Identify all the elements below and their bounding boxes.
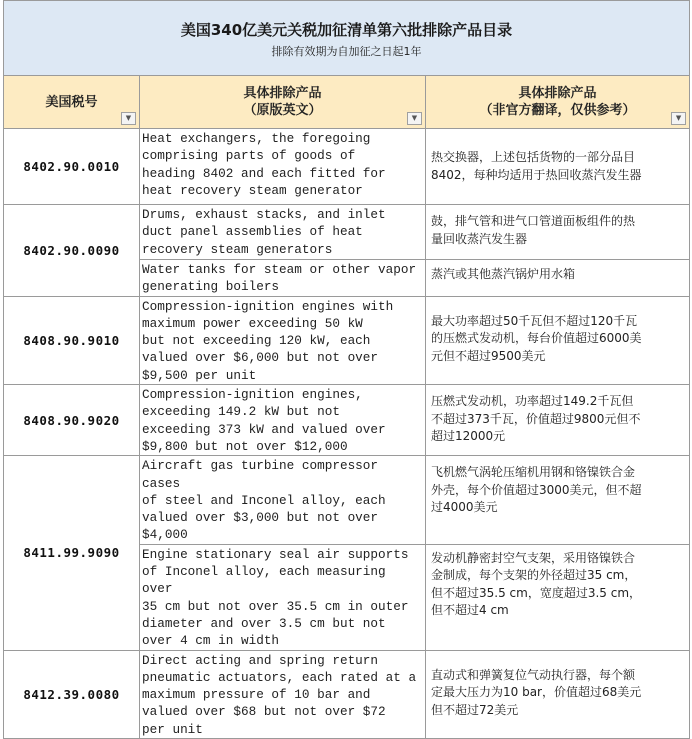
desc-line: 35 cm but not over 35.5 cm in outer	[142, 598, 409, 614]
desc-line: 压燃式发动机，功率超过149.2千瓦但	[431, 394, 634, 409]
english-desc-cell[interactable]	[140, 129, 426, 205]
exclusion-table	[3, 0, 690, 739]
chinese-desc-cell[interactable]	[426, 544, 690, 650]
desc-line: 鼓，排气管和进气口管道面板组件的热	[431, 214, 636, 228]
desc-line: valued over $68 but not over $72	[142, 704, 386, 720]
desc-line: 不超过373千瓦，价值超过9800元但不	[431, 411, 641, 426]
tariff-code-cell[interactable]: 8412.39.0080	[4, 650, 140, 738]
desc-line: Drums, exhaust stacks, and inlet	[142, 207, 386, 222]
english-desc-cell[interactable]	[140, 260, 426, 297]
desc-line: 超过12000元	[431, 429, 506, 444]
header-english	[140, 76, 426, 129]
table-row	[4, 296, 690, 384]
chinese-desc-cell[interactable]	[426, 385, 690, 456]
desc-line: Compression-ignition engines,	[142, 387, 363, 403]
filter-dropdown-icon[interactable]: ▼	[407, 112, 422, 125]
chinese-desc-cell[interactable]	[426, 260, 690, 297]
english-desc-cell[interactable]	[140, 205, 426, 260]
desc-line: Aircraft gas turbine compressor cases	[142, 458, 379, 491]
table-row	[4, 205, 690, 260]
desc-line: of Inconel alloy, each measuring over	[142, 564, 386, 597]
desc-line: 的压燃式发动机，每台价值超过6000美	[431, 331, 642, 346]
desc-line: per unit	[142, 721, 203, 737]
header-label: （原版英文）	[243, 103, 322, 118]
desc-line: 直动式和弹簧复位气动执行器，每个额	[431, 667, 636, 682]
desc-line: valued over $6,000 but not over	[142, 350, 379, 366]
header-label: 具体排除产品	[518, 86, 597, 101]
desc-line: maximum pressure of 10 bar and	[142, 687, 371, 703]
tariff-code-cell[interactable]: 8408.90.9020	[4, 385, 140, 456]
desc-line: 外壳，每个价值超过3000美元，但不超	[431, 482, 642, 497]
english-desc-cell[interactable]	[140, 296, 426, 384]
desc-line: valued over $3,000 but not over	[142, 510, 379, 526]
chinese-desc-cell[interactable]	[426, 456, 690, 544]
desc-line: Water tanks for steam or other vapor	[142, 262, 417, 277]
header-chinese	[426, 76, 690, 129]
desc-line: 最大功率超过50千瓦但不超过120千瓦	[431, 313, 638, 328]
desc-line: $4,000	[142, 527, 188, 543]
chinese-desc-cell[interactable]	[426, 129, 690, 205]
desc-line: maximum power exceeding 50 kW	[142, 315, 363, 331]
tariff-code-cell[interactable]: 8402.90.0090	[4, 205, 140, 297]
desc-line: 8402，每种均适用于热回收蒸汽发生器	[431, 167, 642, 182]
desc-line: 发动机静密封空气支架，采用铬镍铁合	[431, 550, 636, 565]
desc-line: 热交换器，上述包括货物的一部分品目	[431, 150, 636, 164]
filter-dropdown-icon[interactable]: ▼	[121, 112, 136, 125]
desc-line: 但不超过4 cm	[431, 603, 509, 618]
tariff-code-cell[interactable]: 8402.90.0010	[4, 129, 140, 205]
desc-line: heat recovery steam generator	[142, 182, 363, 198]
desc-line: Heat exchangers, the foregoing	[142, 131, 371, 146]
desc-line: 量回收蒸汽发生器	[431, 231, 528, 246]
desc-line: Compression-ignition engines with	[142, 298, 394, 314]
table-title: 美国340亿美元关税加征清单第六批排除产品目录	[180, 21, 513, 39]
desc-line: Direct acting and spring return	[142, 652, 379, 668]
desc-line: diameter and over 3.5 cm but not	[142, 615, 386, 631]
desc-line: heading 8402 and each fitted for	[142, 165, 386, 181]
table-row	[4, 129, 690, 205]
english-desc-cell[interactable]	[140, 456, 426, 544]
desc-line: recovery steam generators	[142, 241, 333, 257]
desc-line: 飞机燃气涡轮压缩机用钢和铬镍铁合金	[431, 465, 636, 480]
desc-line: 但不超过72美元	[431, 702, 519, 717]
header-label: （非官方翻译，仅供参考）	[479, 103, 636, 118]
desc-line: pneumatic actuators, each rated at a	[142, 669, 417, 685]
desc-line: over 4 cm in width	[142, 633, 280, 649]
desc-line: $9,800 but not over $12,000	[142, 438, 348, 454]
header-label: 具体排除产品	[243, 86, 322, 101]
desc-line: 金制成，每个支架的外径超过35 cm，	[431, 568, 637, 583]
desc-line: 蒸汽或其他蒸汽锅炉用水箱	[431, 267, 576, 281]
chinese-desc-cell[interactable]	[426, 205, 690, 260]
desc-line: Engine stationary seal air supports	[142, 546, 409, 562]
chinese-desc-cell[interactable]	[426, 650, 690, 738]
desc-line: exceeding 149.2 kW but not	[142, 404, 340, 420]
title-cell	[4, 1, 690, 76]
desc-line: 元但不超过9500美元	[431, 348, 546, 363]
tariff-code-cell[interactable]: 8408.90.9010	[4, 296, 140, 384]
desc-line: but not exceeding 120 kW, each	[142, 333, 371, 349]
tariff-code-cell[interactable]: 8411.99.9090	[4, 456, 140, 650]
header-tariff-code	[4, 76, 140, 129]
table-row	[4, 650, 690, 738]
chinese-desc-cell[interactable]	[426, 296, 690, 384]
desc-line: generating boilers	[142, 279, 280, 295]
table-subtitle: 排除有效期为自加征之日起1年	[271, 45, 422, 58]
desc-line: of steel and Inconel alloy, each	[142, 492, 386, 508]
table-row	[4, 456, 690, 544]
desc-line: exceeding 373 kW and valued over	[142, 421, 386, 437]
english-desc-cell[interactable]	[140, 385, 426, 456]
english-desc-cell[interactable]	[140, 650, 426, 738]
desc-line: 定最大压力为10 bar，价值超过68美元	[431, 685, 642, 700]
desc-line: 过4000美元	[431, 500, 498, 515]
english-desc-cell[interactable]	[140, 544, 426, 650]
desc-line: comprising parts of goods of	[142, 148, 356, 164]
table-row	[4, 385, 690, 456]
filter-dropdown-icon[interactable]: ▼	[671, 112, 686, 125]
header-label: 美国税号	[45, 94, 98, 110]
desc-line: $9,500 per unit	[142, 367, 257, 383]
desc-line: 但不超过35.5 cm，宽度超过3.5 cm，	[431, 585, 642, 600]
desc-line: duct panel assemblies of heat	[142, 224, 363, 240]
